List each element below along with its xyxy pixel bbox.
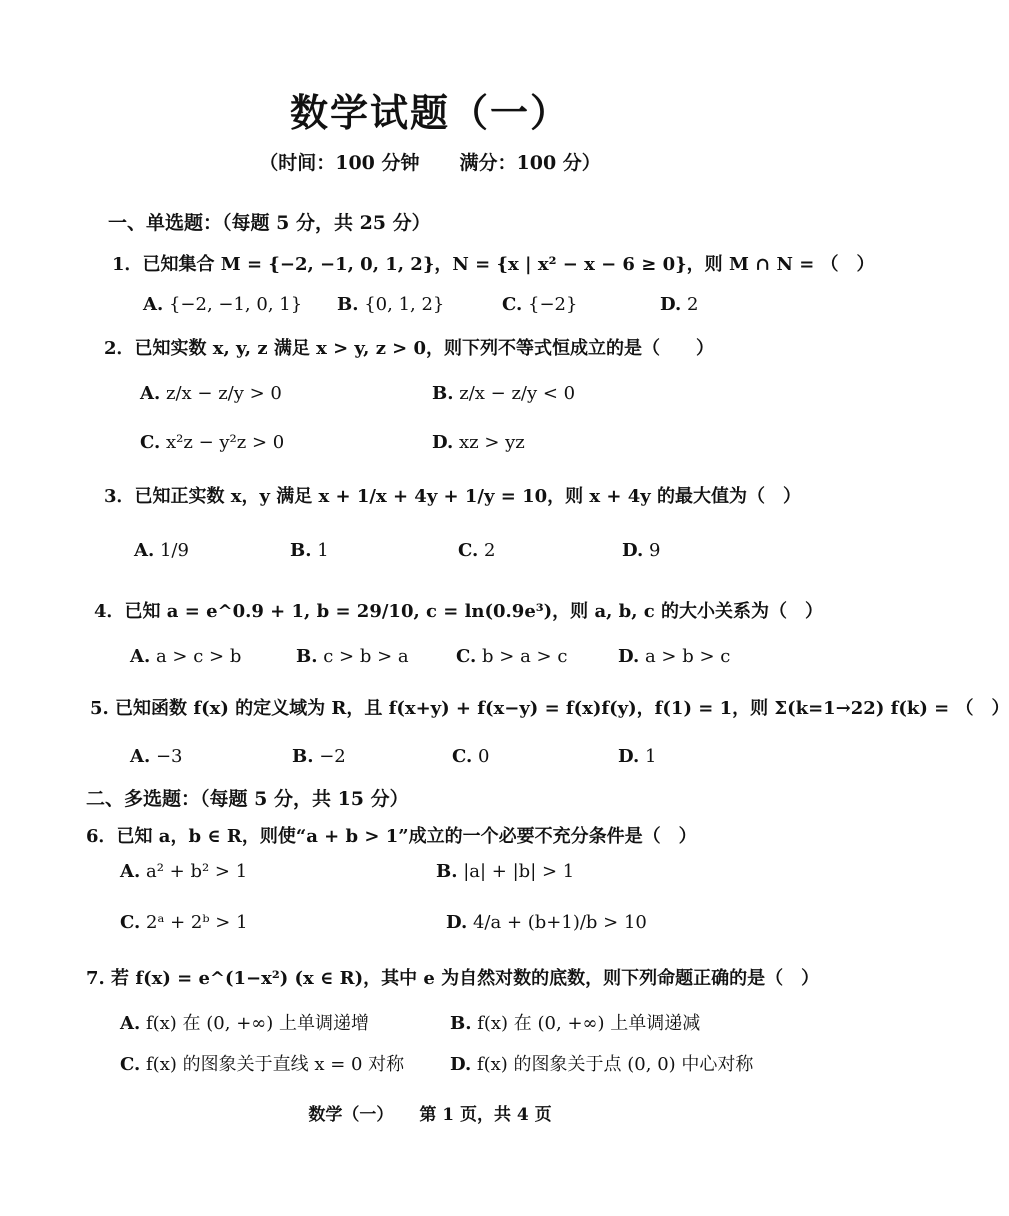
question-7-option-c: C. f(x) 的图象关于直线 x = 0 对称 xyxy=(120,1054,405,1075)
question-3: 3．已知正实数 x，y 满足 x + 1/x + 4y + 1/y = 10，则 x + 4y 的最大值为（ ） xyxy=(104,486,801,507)
footer-page-number: 第 1 页，共 4 页 xyxy=(419,1105,552,1125)
question-2-option-a: A. z/x − z/y > 0 xyxy=(140,383,282,404)
question-3-option-d: D. 9 xyxy=(622,540,661,561)
question-7-option-a: A. f(x) 在 (0, +∞) 上单调递增 xyxy=(120,1013,370,1034)
exam-info xyxy=(0,148,860,175)
question-5-option-b: B. −2 xyxy=(292,746,346,767)
question-4-option-b: B. c > b > a xyxy=(296,646,409,667)
question-2: 2．已知实数 x, y, z 满足 x > y, z > 0，则下列不等式恒成立的是（ ） xyxy=(104,338,715,359)
question-3-option-b: B. 1 xyxy=(290,540,329,561)
question-7: 7. 若 f(x) = e^(1−x²) (x ∈ R)，其中 e 为自然对数的底数，则下列命题正确的是（ ） xyxy=(86,968,820,989)
question-5-option-d: D. 1 xyxy=(618,746,657,767)
question-2-option-b: B. z/x − z/y < 0 xyxy=(432,383,576,404)
question-6-option-d: D. 4/a + (b+1)/b > 10 xyxy=(446,912,647,933)
question-4-option-d: D. a > b > c xyxy=(618,646,731,667)
question-4-option-a: A. a > c > b xyxy=(130,646,242,667)
question-5-option-c: C. 0 xyxy=(452,746,490,767)
section-heading-multiple-choice: 二、多选题：（每题 5 分，共 15 分） xyxy=(86,788,409,810)
question-1: 1．已知集合 M = {−2, −1, 0, 1, 2}，N = {x | x² − x − 6 ≥ 0}，则 M ∩ N = （ ） xyxy=(112,254,875,275)
question-3-option-c: C. 2 xyxy=(458,540,496,561)
question-2-option-d: D. xz > yz xyxy=(432,432,525,453)
question-1-option-a: A. {−2, −1, 0, 1} xyxy=(143,294,303,315)
question-3-option-a: A. 1/9 xyxy=(134,540,189,561)
page-footer xyxy=(0,1100,860,1125)
page-title: 数学试题（一） xyxy=(289,90,570,135)
section-heading-single-choice: 一、单选题：（每题 5 分，共 25 分） xyxy=(108,212,431,234)
question-5: 5. 已知函数 f(x) 的定义域为 R，且 f(x+y) + f(x−y) = f(x)f(y)，f(1) = 1，则 Σ(k=1→22) f(k) = （ ） xyxy=(90,698,1009,719)
question-6-option-c: C. 2ᵃ + 2ᵇ > 1 xyxy=(120,912,248,933)
footer-subject: 数学（一） xyxy=(308,1105,394,1125)
question-6: 6．已知 a，b ∈ R，则使“a + b > 1”成立的一个必要不充分条件是（ ） xyxy=(86,826,697,847)
question-6-option-a: A. a² + b² > 1 xyxy=(120,861,248,882)
question-1-option-d: D. 2 xyxy=(660,294,699,315)
question-7-option-b: B. f(x) 在 (0, +∞) 上单调递减 xyxy=(450,1013,701,1034)
question-4: 4．已知 a = e^0.9 + 1, b = 29/10, c = ln(0.9e³)，则 a, b, c 的大小关系为（ ） xyxy=(94,601,823,622)
question-2-option-c: C. x²z − y²z > 0 xyxy=(140,432,285,453)
question-5-option-a: A. −3 xyxy=(130,746,183,767)
exam-score: 满分：100 分） xyxy=(459,152,601,174)
question-6-option-b: B. |a| + |b| > 1 xyxy=(436,861,575,882)
question-4-option-c: C. b > a > c xyxy=(456,646,568,667)
question-1-option-b: B. {0, 1, 2} xyxy=(337,294,445,315)
question-1-option-c: C. {−2} xyxy=(502,294,578,315)
question-7-option-d: D. f(x) 的图象关于点 (0, 0) 中心对称 xyxy=(450,1054,754,1075)
exam-time: （时间：100 分钟 xyxy=(259,152,420,174)
